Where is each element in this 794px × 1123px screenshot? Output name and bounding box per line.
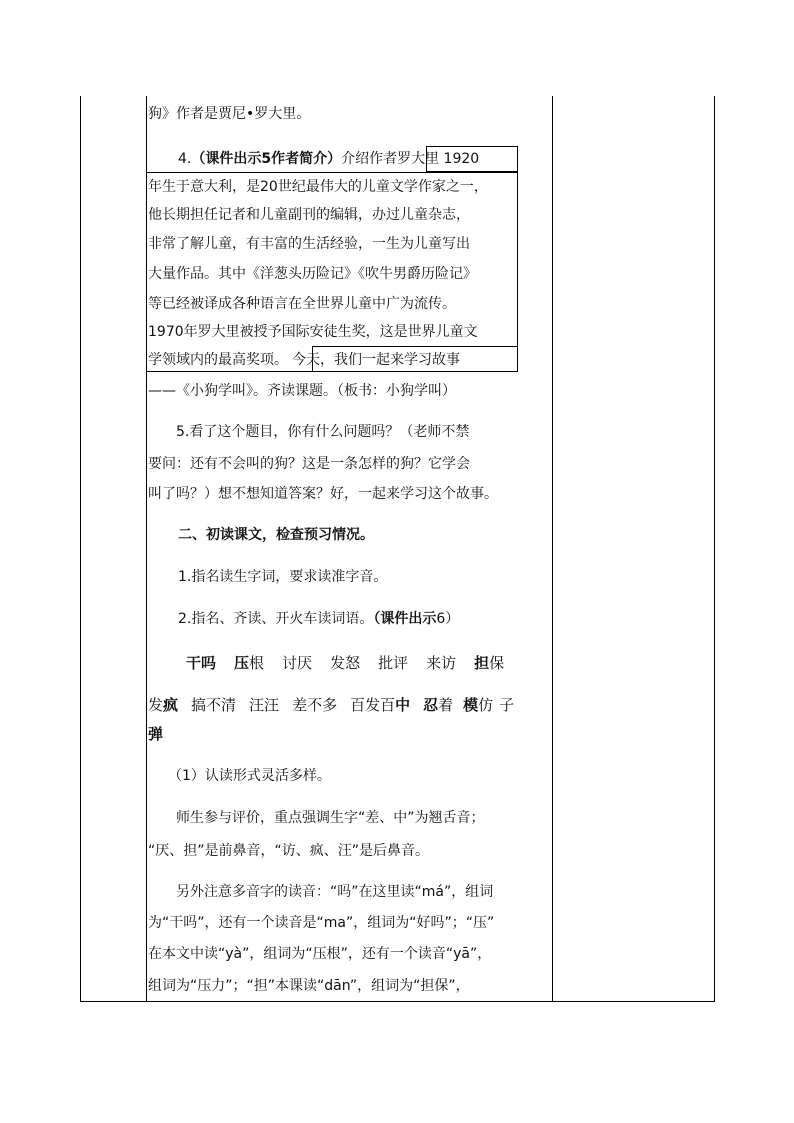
vocab-word: 批评 bbox=[378, 654, 409, 672]
vocab-word: 子 bbox=[499, 696, 515, 714]
paragraph-line: 非常了解儿童，有丰富的生活经验，一生为儿童写出 bbox=[148, 236, 470, 252]
boxed-text: 罗大里 1920 bbox=[397, 151, 480, 167]
text-run: 学领域内的最高奖项。 bbox=[148, 352, 288, 368]
paragraph-line: 5.看了这个题目，你有什么问题吗？（老师不禁 bbox=[176, 424, 470, 440]
item-number: 4. bbox=[178, 151, 192, 167]
paragraph-line: “厌、担”是前鼻音，“访、疯、汪”是后鼻音。 bbox=[148, 843, 430, 859]
text-run: 介绍作者 bbox=[341, 151, 398, 167]
section-heading: 二、初读课文，检查预习情况。 bbox=[178, 527, 374, 543]
paragraph-line: 等已经被译成各种语言在全世界儿童中广为流传。 bbox=[148, 296, 456, 312]
paragraph-line: ——《小狗学叫》。齐读课题。（板书：小狗学叫） bbox=[148, 383, 456, 399]
vocab-word: 模仿 bbox=[463, 696, 494, 714]
vocab-word: 来访 bbox=[426, 654, 457, 672]
paragraph-line: 为“干吗”，还有一个读音是“ma”，组词为“好吗”；“压” bbox=[148, 915, 495, 931]
paragraph-line bbox=[148, 350, 460, 370]
vocab-row bbox=[148, 695, 514, 715]
vocab-word: 差不多 bbox=[292, 696, 338, 714]
table-divider-right bbox=[552, 96, 553, 1002]
paragraph-line: 1.指名读生字词，要求读准字音。 bbox=[178, 569, 388, 585]
paragraph-line bbox=[178, 609, 459, 629]
paragraph-line: 狗》作者是贾尼•罗大里。 bbox=[148, 106, 311, 122]
courseware-note: （课件出示 bbox=[373, 611, 437, 627]
vocab-word: 担保 bbox=[474, 654, 505, 672]
vocab-word: 讨厌 bbox=[282, 654, 313, 672]
vocab-word: 忍着 bbox=[423, 696, 454, 714]
text-run: 6） bbox=[436, 611, 460, 627]
paragraph-line: 组词为“压力”；“担”本课读“dān”，组词为“担保”， bbox=[148, 978, 470, 994]
vocab-row bbox=[186, 653, 522, 673]
paragraph-line: 大量作品。其中《洋葱头历险记》《吹牛男爵历险记》 bbox=[148, 266, 477, 282]
paragraph-line: 他长期担任记者和儿童副刊的编辑，办过儿童杂志， bbox=[148, 207, 470, 223]
vocab-word: 汪汪 bbox=[249, 696, 280, 714]
paragraph-line bbox=[178, 149, 479, 169]
vocab-word: 压根 bbox=[234, 654, 265, 672]
vocab-word: 干吗 bbox=[186, 654, 217, 672]
vocab-word: 百发百中 bbox=[350, 696, 411, 714]
paragraph-line: 在本文中读“yà”，组词为“压根”，还有一个读音“yā”， bbox=[148, 946, 492, 962]
paragraph-line: 师生参与评价，重点强调生字“差、中”为翘舌音； bbox=[176, 810, 485, 826]
table-border-bottom bbox=[80, 1001, 715, 1002]
vocab-word: 发怒 bbox=[330, 654, 361, 672]
paragraph-line: 年生于意大利，是20世纪最伟大的儿童文学作家之一， bbox=[148, 179, 488, 195]
vocab-word: 发疯 bbox=[148, 696, 179, 714]
vocab-word: 弹 bbox=[148, 725, 164, 743]
paragraph-line: 另外注意多音字的读音：“吗”在这里读“má”，组词 bbox=[176, 884, 494, 900]
text-run: 2.指名、齐读、开火车读词语。 bbox=[178, 611, 374, 627]
vocab-word: 搞不清 bbox=[191, 696, 237, 714]
paragraph-line: 1970年罗大里被授予国际安徒生奖，这是世界儿童文 bbox=[148, 324, 478, 340]
text-run: 今天，我们一起来学习故事 bbox=[292, 352, 460, 368]
courseware-note: （课件出示5作者简介） bbox=[191, 151, 342, 167]
table-border-left bbox=[80, 96, 81, 1002]
table-border-right bbox=[714, 96, 715, 1002]
paragraph-line: 叫了吗？）想不想知道答案？好，一起来学习这个故事。 bbox=[148, 486, 498, 502]
paragraph-line: 要问：还有不会叫的狗？这是一条怎样的狗？它学会 bbox=[148, 456, 470, 472]
paragraph-line: （1）认读形式灵活多样。 bbox=[168, 768, 331, 784]
